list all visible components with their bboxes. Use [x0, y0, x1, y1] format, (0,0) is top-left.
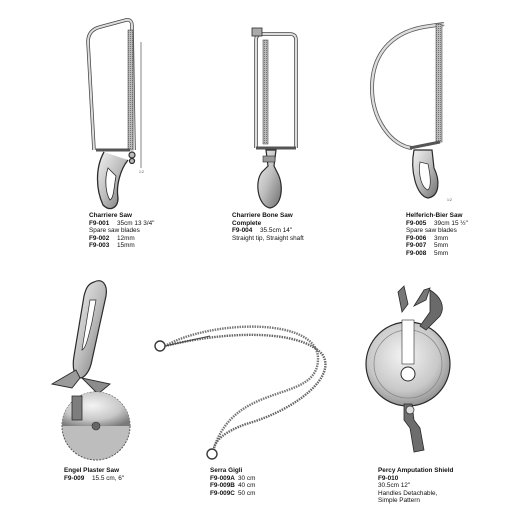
serra-gigli-illustration: [155, 327, 325, 459]
product-code: F9-010: [378, 474, 399, 482]
product-detail: 15mm: [117, 242, 135, 250]
product-detail: 35.5cm 14": [260, 227, 293, 235]
product-detail: 30 cm: [238, 474, 256, 482]
product-title: Charriere Bone Saw: [232, 212, 293, 219]
product-detail: 39cm 15 ½": [434, 219, 468, 227]
product-detail: 5mm: [434, 249, 449, 257]
product-detail: 35cm 13 3/4": [117, 219, 155, 227]
product-code: F9-006: [406, 234, 427, 242]
engel-plaster-saw-illustration: [52, 281, 130, 460]
product-code: F9-009C: [210, 489, 235, 497]
product-detail: 5mm: [434, 242, 449, 250]
product-code: F9-008: [406, 249, 427, 257]
product-row: [406, 235, 468, 243]
charriere-bone-saw-illustration: [252, 28, 296, 208]
product-code: F9-005: [406, 219, 427, 227]
product-title: Percy Amputation Shield: [378, 467, 454, 474]
product-row: [406, 220, 468, 228]
product-code: F9-009B: [210, 482, 235, 490]
product-row: [406, 250, 468, 258]
scale-mark: 1:2: [447, 198, 452, 202]
product-code: F9-004: [232, 227, 253, 235]
charriere-saw-illustration: [88, 20, 141, 209]
product-title: Serra Gigli: [210, 467, 243, 474]
product-code: F9-007: [406, 242, 427, 250]
product-code: F9-001: [89, 219, 110, 227]
helferich-bier-saw-illustration: [372, 24, 444, 198]
product-row: [210, 482, 255, 490]
product-row: [89, 220, 154, 228]
product-row: [210, 490, 255, 498]
product-title: Charriere Saw: [89, 212, 132, 219]
product-code: F9-002: [89, 234, 110, 242]
product-row: [210, 475, 255, 483]
product-row: [232, 227, 304, 235]
product-detail: 15.5 cm, 6": [92, 474, 125, 482]
product-detail: 12mm: [117, 234, 135, 242]
caption-engel-plaster-saw: [64, 467, 124, 482]
product-detail: 50 cm: [238, 489, 256, 497]
product-subtitle: Complete: [232, 219, 262, 227]
caption-charriere-saw: [89, 212, 154, 250]
product-detail: 3mm: [434, 234, 449, 242]
product-detail: Simple Pattern: [378, 497, 420, 505]
product-code: F9-003: [89, 242, 110, 250]
product-row: [89, 235, 154, 243]
caption-percy-amputation-shield: [378, 467, 453, 505]
product-row: [64, 475, 124, 483]
product-detail: Straight tip, Straight shaft: [232, 234, 304, 242]
caption-charriere-bone-saw: [232, 212, 304, 242]
scale-mark: 1:2: [139, 170, 144, 174]
product-row: [406, 242, 468, 250]
product-detail: 30.5cm 12": [378, 482, 411, 490]
product-title: Engel Plaster Saw: [64, 467, 120, 474]
caption-helferich-bier-saw: [406, 212, 468, 258]
product-code: F9-009A: [210, 474, 235, 482]
caption-serra-gigli: [210, 467, 255, 497]
product-detail: Handles Detachable,: [378, 489, 438, 497]
product-code: F9-009: [64, 474, 85, 482]
product-row: [89, 242, 154, 250]
product-title: Helferich-Bier Saw: [406, 212, 463, 219]
product-detail: Spare saw blades: [89, 227, 140, 235]
product-detail: 40 cm: [238, 482, 256, 490]
percy-amputation-shield-illustration: [366, 286, 450, 452]
product-detail: Spare saw blades: [406, 227, 457, 235]
product-row: [378, 475, 453, 483]
